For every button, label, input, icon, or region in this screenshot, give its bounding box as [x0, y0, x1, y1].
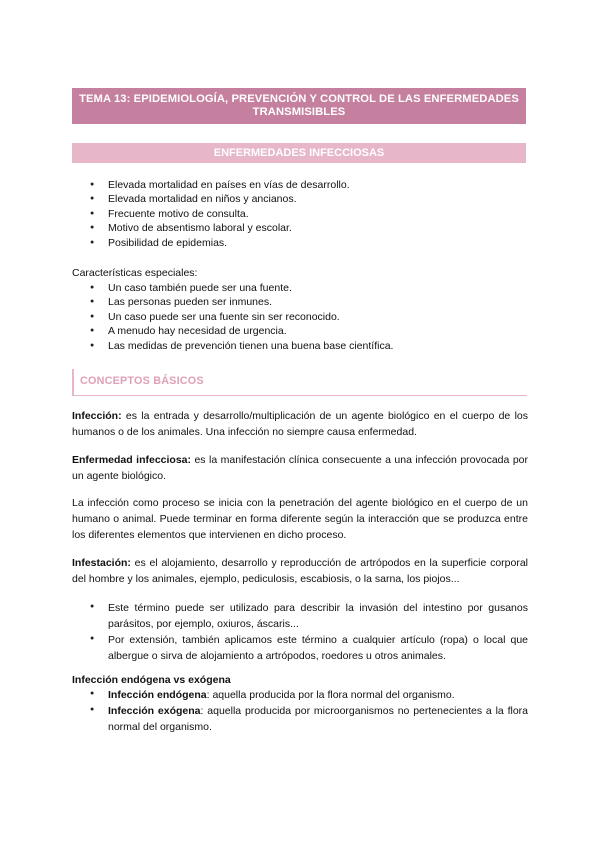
chapter-title: TEMA 13: EPIDEMIOLOGÍA, PREVENCIÓN Y CONTROL DE LAS ENFERMEDADES TRANSMISIBLES — [79, 93, 519, 118]
enfermedad-paragraph — [72, 452, 528, 484]
list-item: ● Un caso también puede ser una fuente. — [72, 281, 532, 295]
list-item — [72, 703, 528, 735]
infestacion-list — [72, 600, 528, 664]
list-item: ● Elevada mortalidad en países en vías de desarrollo. — [72, 178, 532, 192]
term-infeccion: Infección: — [72, 410, 122, 422]
term-enfermedad-infecciosa: Enfermedad infecciosa: — [72, 454, 191, 466]
section-heading — [72, 369, 527, 396]
list-item: ● Este término puede ser utilizado para describir la invasión del intestino por gusanos parásitos, por ejemplo, oxiuros, áscaris... — [72, 600, 528, 632]
list-item: ● Frecuente motivo de consulta. — [72, 207, 532, 221]
list-item: ● Motivo de absentismo laboral y escolar. — [72, 221, 532, 235]
chapter-title-banner — [72, 88, 526, 124]
subtitle: ENFERMEDADES INFECCIOSAS — [213, 147, 385, 159]
endogena-list — [72, 687, 528, 735]
caracteristicas-list — [72, 281, 532, 353]
list-item: ● Posibilidad de epidemias. — [72, 236, 532, 250]
infestacion-paragraph — [72, 555, 528, 587]
proceso-paragraph: La infección como proceso se inicia con la penetración del agente biológico en el cuerpo de un humano o animal. Puede terminar en forma diferente según la interacción que se produzca entre los diferentes elementos que intervienen en dicho proceso. — [72, 497, 528, 541]
term-infestacion: Infestación: — [72, 557, 131, 569]
term-exogena: Infección exógena — [108, 705, 201, 717]
definition-endogena: : aquella producida por la flora normal del organismo. — [206, 689, 455, 701]
section-title: CONCEPTOS BÁSICOS — [80, 375, 204, 387]
definition-enfermedad-infecciosa: es la manifestación clínica consecuente a una infección provocada por un agente biológico. — [72, 454, 528, 482]
list-item: ● A menudo hay necesidad de urgencia. — [72, 324, 532, 338]
list-item: ● Un caso puede ser una fuente sin ser reconocido. — [72, 310, 532, 324]
list-item — [72, 687, 528, 703]
definition-exogena: : aquella producida por microorganismos no pertenecientes a la flora normal del organismo. — [108, 705, 529, 733]
intro-list — [72, 178, 532, 250]
infeccion-paragraph — [72, 408, 528, 440]
subtitle-banner — [72, 143, 526, 163]
definition-infeccion: es la entrada y desarrollo/multiplicación de un agente biológico en el cuerpo de los humanos o de los animales. Una infección no siempre causa enfermedad. — [72, 410, 528, 438]
caracteristicas-label: Características especiales: — [72, 267, 198, 279]
list-item: ● Las personas pueden ser inmunes. — [72, 295, 532, 309]
term-endogena: Infección endógena — [108, 689, 207, 701]
list-item: ● Elevada mortalidad en niños y ancianos. — [72, 192, 532, 206]
list-item: ● Las medidas de prevención tienen una buena base científica. — [72, 339, 532, 353]
list-item: ● Por extensión, también aplicamos este término a cualquier artículo (ropa) o local que albergue o sirva de alojamiento a artrópodos, roedores u otros animales. — [72, 632, 528, 664]
definition-infestacion: es el alojamiento, desarrollo y reproducción de artrópodos en la superficie corporal del hombre y los animales, ejemplo, pediculosis, escabiosis, o la sarna, los piojos... — [72, 557, 528, 585]
endogena-heading: Infección endógena vs exógena — [72, 674, 231, 686]
